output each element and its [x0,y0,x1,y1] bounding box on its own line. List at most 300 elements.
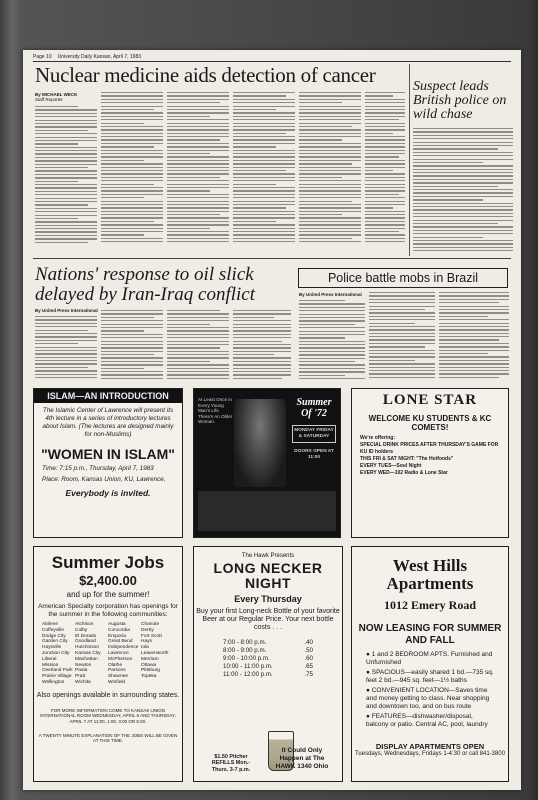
ad-jobs-footer: A TWENTY MINUTE EXPLANATION OF THE JOBS WILL BE GIVEN AT THIS TIME. [38,732,178,744]
text-line [413,223,498,224]
text-line [365,95,393,96]
text-line [167,364,229,365]
text-line [439,370,509,371]
text-line [167,116,210,117]
ad-summer-photo [234,399,286,487]
text-line [369,346,425,347]
text-line [233,347,291,348]
text-line [35,191,97,192]
west-hills-feature: ● 1 and 2 BEDROOM APTS. Furnished and Unfurnished [366,651,493,666]
text-line [233,234,295,235]
text-line [299,314,365,315]
city-item: Pratt [75,674,86,680]
text-line [413,165,513,166]
text-line [167,102,220,103]
text-line [35,235,97,236]
text-line [167,224,229,225]
text-line [369,306,435,307]
text-line [101,221,154,222]
text-line [299,194,361,195]
city-item: Newton [75,662,92,668]
text-line [365,180,405,181]
city-item: El Dorado [75,633,97,639]
schedule-row [223,671,313,679]
text-line [299,378,365,379]
text-line [233,337,291,338]
text-line [35,204,88,205]
text-line [233,221,276,222]
text-line [299,217,361,218]
text-line [101,119,163,120]
text-line [365,99,405,100]
text-line [233,133,286,134]
story3-column-1 [35,316,97,382]
text-line [101,357,163,358]
schedule-price: .40 [304,638,313,646]
text-line [413,142,513,143]
ad-summer-doors: DOORS OPEN AT 11:00 [294,449,334,460]
text-line [101,139,163,140]
text-line [299,177,342,178]
text-line [35,109,97,110]
text-line [35,194,97,195]
text-line [439,333,509,334]
text-line [35,333,97,334]
text-line [413,175,513,176]
text-line [35,353,97,354]
text-line [413,233,513,234]
city-item: Garden City [42,639,68,645]
text-line [35,357,97,358]
city-item: Lawrence [108,650,129,656]
text-line [413,189,513,190]
lone-star-list-item: SPECIAL DRINK PRICES AFTER THURSDAY'S GAME FOR KU ID holders [360,442,499,455]
text-line [233,364,291,365]
ad-islam-lecture-title: "WOMEN IN ISLAM" [41,446,175,462]
text-line [167,231,229,232]
city-item: Emporia [108,633,126,639]
text-line [35,123,97,124]
text-line [439,299,509,300]
text-line [167,378,229,379]
text-line [233,371,291,372]
text-line [101,102,163,103]
text-line [299,116,361,117]
text-line [299,136,361,137]
text-line [365,197,405,198]
text-line [167,327,229,328]
city-item: Abilene [42,622,59,627]
text-line [299,361,355,362]
text-line [233,99,295,100]
text-line [413,230,513,231]
text-line [35,106,78,107]
schedule-price: .60 [304,654,313,662]
text-line [299,368,365,369]
text-line [101,173,163,174]
text-line [299,92,361,93]
text-line [101,187,163,188]
text-line [299,351,365,352]
text-line [233,324,291,325]
text-line [233,194,295,195]
text-line [299,173,361,174]
text-line [233,190,295,191]
west-hills-feature: ● CONVENIENT LOCATION—Saves time and money getting to class. Near shopping and downtown too, and on bus route [366,687,490,710]
text-line [365,217,405,218]
text-line [35,198,97,199]
text-line [233,357,291,358]
text-line [101,217,163,218]
text-line [167,123,229,124]
text-line [413,169,513,170]
text-line [101,201,163,202]
text-line [299,228,361,229]
text-line [439,363,509,364]
text-line [101,109,154,110]
text-line [35,160,97,161]
text-line [101,194,163,195]
ad-jobs-money-sub: and up for the summer! [66,590,150,599]
ad-islam-lecture [33,388,183,538]
text-line [369,377,435,378]
text-line [167,180,229,181]
text-line [101,160,144,161]
text-line [167,156,229,157]
ad-west-hills-address: 1012 Emery Road [384,598,476,612]
text-line [35,215,97,216]
text-line [167,95,229,96]
city-item: Pittsburg [141,668,160,674]
text-line [167,228,210,229]
text-line [101,167,163,168]
text-line [299,197,361,198]
text-line [167,197,229,198]
story4-column-2 [369,292,435,382]
text-line [413,172,513,173]
text-line [233,92,295,93]
text-line [167,136,229,137]
text-line [413,152,513,153]
text-line [101,99,163,100]
text-line [413,179,513,180]
text-line [233,231,295,232]
text-line [439,323,509,324]
schedule-time: 8:00 - 9:00 p.m. [223,646,267,654]
text-line [167,163,229,164]
text-line [413,220,513,221]
text-line [35,228,97,229]
text-line [299,324,355,325]
text-line [439,367,509,368]
text-line [369,323,415,324]
text-line [167,167,229,168]
city-item: Goodland [75,639,96,645]
text-line [365,143,405,144]
text-line [167,368,229,369]
text-line [167,177,220,178]
lone-star-list-item: EVERY TUES—Soul Night [360,463,422,469]
text-line [299,139,342,140]
text-line [233,204,295,205]
text-line [369,302,435,303]
text-line [35,164,97,165]
text-line [101,112,163,113]
text-line [369,373,435,374]
text-line [233,368,291,369]
text-line [413,186,498,187]
text-line [365,234,405,235]
text-line [101,317,154,318]
ad-hawk-logo: It Could Only Happen at The HAWK 1340 Ohio [275,747,329,770]
story1-column-5 [299,92,361,246]
text-line [299,204,361,205]
text-line [369,295,435,296]
text-line [101,163,163,164]
text-line [101,190,163,191]
text-line [35,238,97,239]
text-line [35,343,78,344]
text-line [299,241,361,242]
city-item: Iola [141,645,149,651]
text-line [101,347,163,348]
text-line [167,351,229,352]
text-line [233,374,291,375]
text-line [365,221,405,222]
ad-west-hills-hours: Tuesdays, Wednesdays, Fridays 1-4:30 or call 841-3800 [354,751,506,757]
text-line [369,309,425,310]
text-line [439,343,509,344]
text-line [233,228,295,229]
text-line [167,207,229,208]
text-line [167,221,229,222]
text-line [233,109,276,110]
text-line [413,192,513,193]
text-line [369,356,435,357]
text-line [369,292,435,293]
text-line [369,353,435,354]
text-line [299,126,352,127]
text-line [365,204,405,205]
byline-story1 [35,92,77,102]
city-item: Haysville [42,645,62,651]
text-line [413,199,483,200]
text-line [299,153,361,154]
text-line [299,190,361,191]
text-line [101,211,163,212]
city-item: Wichita [75,679,91,685]
text-line [167,317,229,318]
text-line [167,133,229,134]
text-line [233,341,282,342]
city-item: Manhattan [75,656,98,662]
text-line [439,319,509,320]
text-line [167,99,229,100]
city-item: Kansas City [75,650,101,656]
text-line [167,106,229,107]
ad-west-hills [351,546,509,782]
city-item: Parsons [108,668,126,674]
text-line [299,146,361,147]
text-line [167,371,229,372]
text-line [299,371,365,372]
schedule-price: .75 [304,670,313,678]
text-line [299,160,361,161]
text-line [365,211,405,212]
city-item: Ottawa [141,662,157,668]
text-line [167,170,229,171]
text-line [233,180,295,181]
text-line [439,346,509,347]
text-line [369,319,435,320]
text-line [167,320,229,321]
text-line [35,126,97,127]
text-line [299,207,361,208]
text-line [35,208,97,209]
text-line [35,242,88,243]
text-line [35,350,97,351]
ad-summer-show: MONDAY FRIDAY & SATURDAY [292,425,336,443]
text-line [413,138,513,139]
text-line [299,337,345,338]
story2-column [413,128,513,254]
text-line [233,173,295,174]
text-line [413,213,513,214]
ad-lone-star-title: LONE STAR [382,392,478,408]
text-line [233,143,295,144]
text-line [233,313,291,314]
text-line [233,310,291,311]
text-line [299,109,361,110]
text-line [365,194,399,195]
city-item: Atchison [75,622,94,627]
text-line [365,160,405,161]
text-line [233,214,295,215]
text-line [439,316,488,317]
text-line [35,201,97,202]
text-line [233,378,282,379]
text-line [101,146,154,147]
text-line [167,361,210,362]
text-line [365,112,405,113]
page-folio [33,54,511,62]
text-line [233,126,295,127]
city-item: Topeka [141,674,157,680]
text-line [413,247,513,248]
text-line [299,234,361,235]
text-line [365,177,405,178]
ad-hawk-refill: $1.50 Pitcher REFILLS Mon.-Thurs. 3-7 p.m. [211,753,251,773]
ad-summer-info [292,397,336,461]
text-line [35,177,97,178]
text-line [167,160,229,161]
byline-story3: By United Press International [35,308,98,313]
text-line [101,224,163,225]
text-line [167,214,220,215]
ad-islam-place: Place: Room, Kansas Union, KU, Lawrence. [42,476,166,483]
text-line [299,167,361,168]
text-line [101,238,163,239]
text-line [167,92,229,93]
text-line [35,370,97,371]
text-line [35,330,88,331]
text-line [233,163,295,164]
ad-summer-jobs [33,546,183,782]
text-line [413,209,513,210]
text-line [35,316,97,317]
text-line [439,292,509,293]
text-line [299,327,365,328]
text-line [101,313,163,314]
ad-hawk-subtitle: Every Thursday [234,594,302,604]
city-item: Dodge City [42,633,66,639]
text-line [365,224,405,225]
text-line [413,216,513,217]
city-item: Mission [42,662,59,668]
text-line [35,113,97,114]
text-line [101,320,163,321]
city-item: Winfield [108,679,126,685]
text-line [299,184,361,185]
text-line [167,190,210,191]
text-line [299,310,365,311]
text-line [439,356,509,357]
text-line [35,187,97,188]
text-line [35,367,88,368]
text-line [35,231,97,232]
west-hills-feature: ● FEATURES—dishwasher/disposal, balcony or patio. Central AC, pool, laundry [366,713,488,728]
ad-summer-title: Summer Of '72 [296,397,332,419]
text-line [439,373,509,374]
schedule-price: .50 [304,646,313,654]
ad-jobs-cities [34,618,182,690]
ad-jobs-title: Summer Jobs [51,553,165,572]
folio-page-number: Page 10 [33,54,52,60]
text-line [369,367,435,368]
text-line [101,214,163,215]
text-line [167,234,229,235]
schedule-price: .65 [304,662,313,670]
text-line [299,303,365,304]
text-line [299,344,365,345]
text-line [101,310,163,311]
schedule-row [223,639,313,647]
ad-summer-footer-photo [198,491,336,531]
text-line [101,337,163,338]
text-line [299,307,365,308]
text-line [101,351,163,352]
text-line [233,167,295,168]
city-item: Independence [108,645,139,651]
text-line [233,217,295,218]
lone-star-list-item: THIS FRI & SAT NIGHT: "The Hotfoods" [360,456,454,462]
text-line [101,143,163,144]
text-line [439,306,509,307]
ad-summer-of-72 [193,388,341,538]
text-line [101,123,144,124]
text-line [167,184,229,185]
text-line [101,344,163,345]
city-item: Fort Scott [141,633,162,639]
text-line [369,333,435,334]
text-line [365,129,405,130]
story1-column-4 [233,92,295,246]
text-line [167,150,229,151]
text-line [233,334,291,335]
text-line [35,211,97,212]
text-line [167,341,229,342]
text-line [167,201,229,202]
